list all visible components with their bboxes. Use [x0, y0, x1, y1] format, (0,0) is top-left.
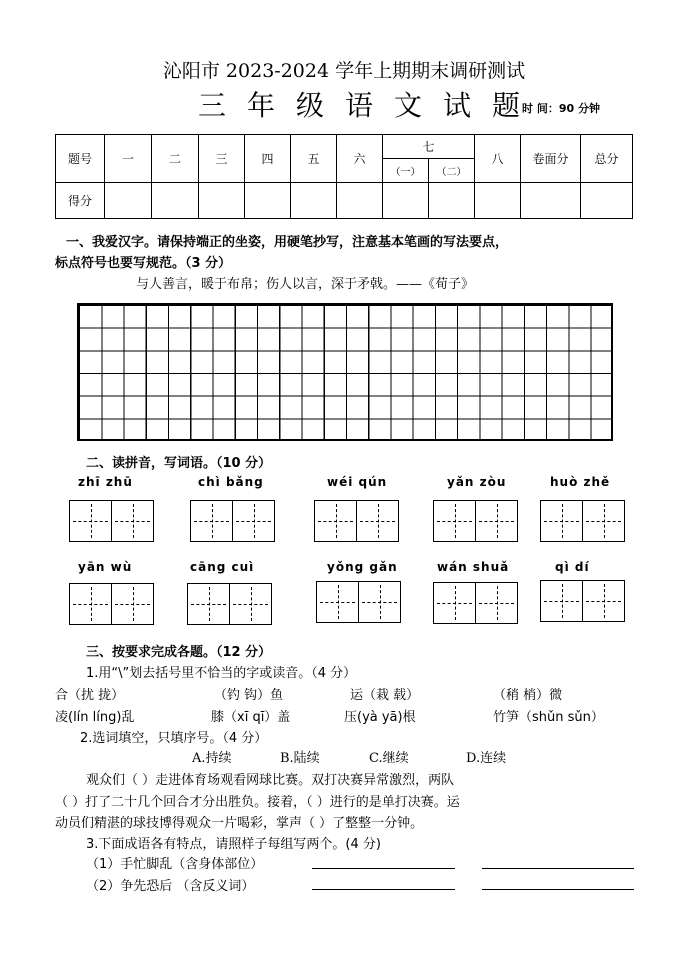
q2-paragraph-line2: （ ）打了二十几个回合才分出胜负。接着，（ ）进行的是单打决赛。运 — [55, 795, 460, 810]
word-writing-box[interactable] — [540, 580, 625, 622]
pinyin-label: huò zhě — [550, 475, 611, 489]
q1-item: 压(yà yā)根 — [344, 710, 416, 725]
section3-heading: 三、按要求完成各题。（12 分） — [86, 645, 272, 660]
q1-item: 竹笋（shǔn sǔn） — [493, 710, 604, 725]
score-row-label: 得分 — [56, 183, 105, 219]
score-cell[interactable] — [581, 183, 633, 219]
q3-prompt: 3.下面成语各有特点，请照样子每组写两个。(4 分) — [86, 837, 381, 852]
score-header-3: 三 — [199, 135, 245, 183]
q1-item: （钓 钩）鱼 — [214, 688, 284, 703]
q3-item-2: （2）争先恐后 （含反义词） — [86, 879, 255, 894]
section2-heading: 二、读拼音，写词语。（10 分） — [86, 456, 272, 471]
pinyin-label: chì bǎng — [198, 475, 264, 489]
exam-header-title: 沁阳市 2023-2024 学年上期期末调研测试 — [162, 60, 526, 82]
section1-heading-line1: 一、我爱汉字。请保持端正的坐姿，用硬笔抄写，注意基本笔画的写法要点， — [66, 235, 509, 250]
q2-option: A.持续 — [192, 751, 232, 766]
q2-option: D.连续 — [466, 751, 507, 766]
score-cell[interactable] — [105, 183, 152, 219]
score-cell[interactable] — [429, 183, 475, 219]
q2-paragraph-line3: 动员们精湛的球技博得观众一片喝彩，掌声（ ）了整整一分钟。 — [55, 816, 424, 831]
q2-prompt: 2.选词填空，只填序号。（4 分） — [80, 731, 268, 746]
q1-item: 运（栽 载） — [350, 688, 420, 703]
score-table — [55, 134, 633, 219]
q1-item: 膝（xī qī）盖 — [211, 710, 291, 725]
q2-paragraph-line1: 观众们（ ）走进体育场观看网球比赛。双打决赛异常激烈，两队 — [86, 773, 455, 788]
q1-prompt: 1.用“\”划去括号里不恰当的字或读音。（4 分） — [86, 666, 357, 681]
pinyin-label: cāng cuì — [190, 560, 255, 574]
answer-line[interactable] — [482, 868, 634, 869]
word-writing-box[interactable] — [69, 500, 154, 542]
score-header-4: 四 — [245, 135, 291, 183]
pinyin-label: wán shuǎ — [437, 560, 510, 574]
score-header-1: 一 — [105, 135, 152, 183]
word-writing-box[interactable] — [316, 581, 401, 623]
score-cell[interactable] — [337, 183, 383, 219]
pinyin-label: wéi qún — [327, 475, 388, 489]
pinyin-label: zhī zhū — [78, 475, 133, 489]
q1-item: 凌(lín líng)乱 — [55, 710, 135, 725]
score-header-6: 六 — [337, 135, 383, 183]
score-header-8: 八 — [475, 135, 521, 183]
score-cell[interactable] — [245, 183, 291, 219]
score-header-neatness: 卷面分 — [521, 135, 581, 183]
score-header-5: 五 — [291, 135, 337, 183]
score-header-total: 总分 — [581, 135, 633, 183]
section1-quote: 与人善言，暖于布帛；伤人以言，深于矛戟。——《荀子》 — [136, 277, 475, 292]
pinyin-label: yān wù — [78, 560, 133, 574]
q3-item-1: （1）手忙脚乱（含身体部位） — [86, 857, 264, 872]
score-header-7-1: （一） — [383, 159, 429, 183]
exam-time: 时 间：90 分钟 — [522, 102, 600, 115]
section1-heading-line2: 标点符号也要写规范。（3 分） — [55, 256, 232, 271]
q1-item: （稍 梢）微 — [493, 688, 563, 703]
score-header-label: 题号 — [56, 135, 105, 183]
answer-line[interactable] — [312, 868, 455, 869]
q2-option: C.继续 — [369, 751, 409, 766]
word-writing-box[interactable] — [540, 500, 625, 542]
score-cell[interactable] — [521, 183, 581, 219]
score-header-2: 二 — [152, 135, 199, 183]
answer-line[interactable] — [482, 889, 634, 890]
pinyin-label: yǎn zòu — [447, 475, 507, 489]
word-writing-box[interactable] — [433, 582, 518, 624]
word-writing-box[interactable] — [433, 500, 518, 542]
score-header-7: 七 — [383, 135, 475, 159]
score-header-7-2: （二） — [429, 159, 475, 183]
word-writing-box[interactable] — [190, 500, 275, 542]
exam-subtitle: 三年级语文试题 — [198, 89, 542, 122]
pinyin-label: yǒng gǎn — [327, 560, 398, 574]
word-writing-box[interactable] — [187, 583, 272, 625]
word-writing-box[interactable] — [314, 500, 399, 542]
score-cell[interactable] — [383, 183, 429, 219]
score-cell[interactable] — [152, 183, 199, 219]
score-cell[interactable] — [291, 183, 337, 219]
score-cell[interactable] — [199, 183, 245, 219]
pinyin-label: qì dí — [555, 560, 590, 574]
word-writing-box[interactable] — [69, 583, 154, 625]
score-cell[interactable] — [475, 183, 521, 219]
copy-writing-grid[interactable] — [77, 303, 613, 441]
q1-item: 合（扰 拢） — [55, 688, 125, 703]
q2-option: B.陆续 — [280, 751, 320, 766]
answer-line[interactable] — [312, 889, 455, 890]
